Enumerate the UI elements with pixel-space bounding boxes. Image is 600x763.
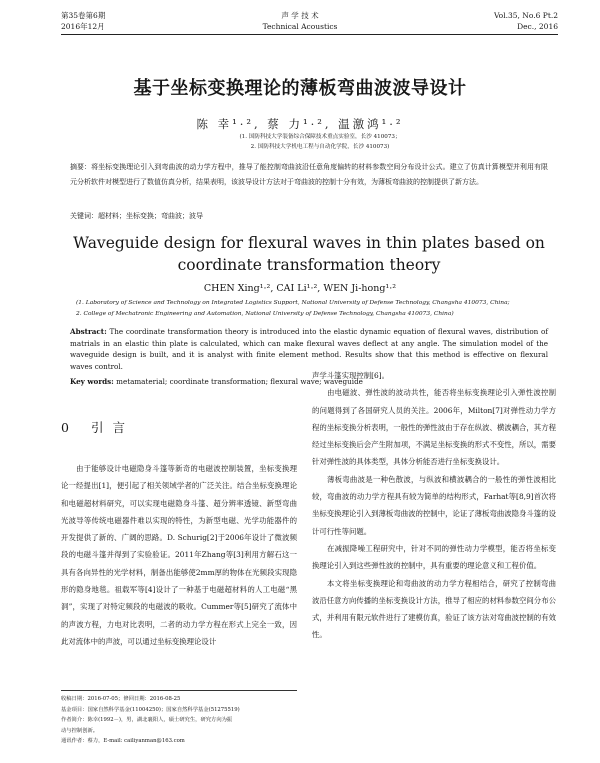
affiliation-cn-2: 2. 国防科技大学机电工程与自动化学院，长沙 410073) [250, 144, 390, 150]
keywords-en-label: Key words: [70, 377, 114, 386]
volume-en: Vol.35, No.6 Pt.2 [493, 11, 558, 20]
affiliations-cn [140, 132, 500, 152]
body-column-left [61, 460, 297, 650]
affiliation-en-2: 2. College of Mechatronic Engineering and Automation, National University of Defense Technology, Changsha 410073, China) [76, 311, 454, 317]
date-cn: 2016年12月 [61, 22, 105, 31]
abstract-en [70, 326, 548, 372]
section-heading [61, 418, 134, 436]
paragraph: 声学斗篷实现控制[6]。 [312, 371, 389, 380]
abstract-en-text: The coordinate transformation theory is introduced into the elastic dynamic equation of flexural waves, distribution of matrials in an elastic thin plate is calculated, which can make flexural waves deflect at any angle. The simulation model of the waveguide design is built, and it is analyst with finite element method. Results show that this method is effective on flexural waves control. [70, 327, 548, 371]
header-rule [61, 34, 558, 35]
authors-cn: 陈 幸¹·², 蔡 力¹·², 温激鸿¹·² [196, 117, 404, 131]
volume-cn: 第35卷第6期 [61, 11, 106, 20]
footnote-corresponding: 通讯作者：蔡力，E-mail: cailiyanman@163.com [61, 738, 185, 744]
footnote-author: 作者简介：陈幸(1992－)，男，湖北襄阳人，硕士研究生，研究方向为振 [61, 717, 233, 723]
abstract-cn: 摘要：将坐标变换理论引入到弯曲波的动力学方程中，推导了能控制弯曲波沿任意角度偏转的材料参数空间分布设计公式。建立了仿真计算模型并利用有限元分析软件对模型进行了数值仿真分析，结果表明，该波导设计方法对于弯曲波的控制十分有效，为薄板弯曲波的控制提供了新方法。 [70, 163, 548, 186]
title-cn: 基于坐标变换理论的薄板弯曲波波导设计 [133, 78, 467, 98]
footnote-rule [61, 690, 297, 691]
section-title: 引言 [90, 420, 134, 435]
paragraph: 由电磁波、弹性波的波动共性，能否将坐标变换理论引入弹性波控制的问题得到了各国研究人员的关注。2006年，Milton[7]对弹性动力学方程的坐标变换分析表明，一般性的弹性波由于存在纵波、横波耦合，其方程经过坐标变换后会产生附加项，不满足坐标变换的形式不变性，所以，需要针对弹性波的具体类型，具体分析能否进行坐标变换设计。 [312, 388, 556, 467]
title-en: Waveguide design for flexural waves in thin plates based on coordinate transformation theory [73, 234, 545, 274]
footnote-author-cont: 动与控制创新。 [61, 727, 99, 734]
paragraph: 薄板弯曲波是一种色散波，与纵波和横波耦合的一般性的弹性波相比较，弯曲波的动力学方程具有较为简单的结构形式，Farhat等[8,9]首次将坐标变换理论引入到薄板弯曲波的控制中，论证了薄板弯曲波隐身斗篷的设计可行性等问题。 [312, 474, 556, 536]
body-column-right [312, 367, 556, 644]
journal-name-en: Technical Acoustics [262, 22, 338, 31]
paragraph: 本文将坐标变换理论和弯曲波的动力学方程相结合，研究了控制弯曲波沿任意方向传播的坐标变换设计方法，推导了相应的材料参数空间分布公式，并利用有限元软件进行了建模仿真，验证了该方法对弯曲波控制的有效性。 [312, 578, 556, 640]
footnotes [61, 694, 301, 747]
footnote-funding: 基金项目：国家自然科学基金(11004250)；国家自然科学基金(51275519) [61, 706, 240, 713]
paragraph: 在减振降噪工程研究中，针对不同的弹性动力学模型，能否将坐标变换理论引入到这些弹性波的控制中，具有重要的理论意义和工程价值。 [312, 543, 556, 571]
affiliation-en-1: (1. Laboratory of Science and Technology on Integrated Logistics Support, National University of Defense Technology, Changsha 410073, China; [76, 300, 510, 306]
affiliations-en [76, 298, 546, 320]
date-en: Dec., 2016 [517, 22, 558, 31]
running-header-right [494, 10, 558, 32]
paragraph: 由于能够设计电磁隐身斗篷等新奇的电磁波控制装置，坐标变换理论一经提出[1]，便引起了相关领域学者的广泛关注。结合坐标变换理论和电磁超材料研究，可以实现电磁隐身斗篷、超分辨率透镜、新型弯曲光波导等传统电磁器件难以实现的特性，为新型电磁、光学功能器件的开发提供了新的、广阔的思路。D. Schurig[2]于2006年设计了微波频段的电磁斗篷并得到了实验验证。2011年Zhang等[3]利用方解石这一具有各向异性的光学材料，制备出能够使2mm厚的物体在光频段实现隐形的隐身地毯。祖载军等[4]设计了一种基于电磁超材料的人工电磁“黑洞”，实现了对特定频段的电磁波的吸收。Cummer等[5]研究了流体中的声波方程，力电对比表明，二者的动力学方程在形式上完全一致，因此对流体中的声波，可以通过坐标变换理论设计 [61, 464, 297, 646]
affiliation-cn-1: (1. 国防科技大学装备综合保障技术重点实验室，长沙 410073； [239, 134, 401, 140]
keywords-cn: 关键词：超材料；坐标变换；弯曲波；波导 [70, 212, 203, 220]
authors-en: CHEN Xing¹·², CAI Li¹·², WEN Ji-hong¹·² [203, 283, 397, 294]
section-number: 0 [61, 420, 78, 435]
footnote-received: 收稿日期：2016-07-05；修回日期：2016-08-25 [61, 696, 181, 702]
abstract-en-label: Abstract: [70, 327, 107, 336]
keywords-en-text: metamaterial; coordinate transformation; flexural wave; waveguide [113, 377, 363, 386]
journal-name-cn: 声 学 技 术 [281, 11, 319, 20]
